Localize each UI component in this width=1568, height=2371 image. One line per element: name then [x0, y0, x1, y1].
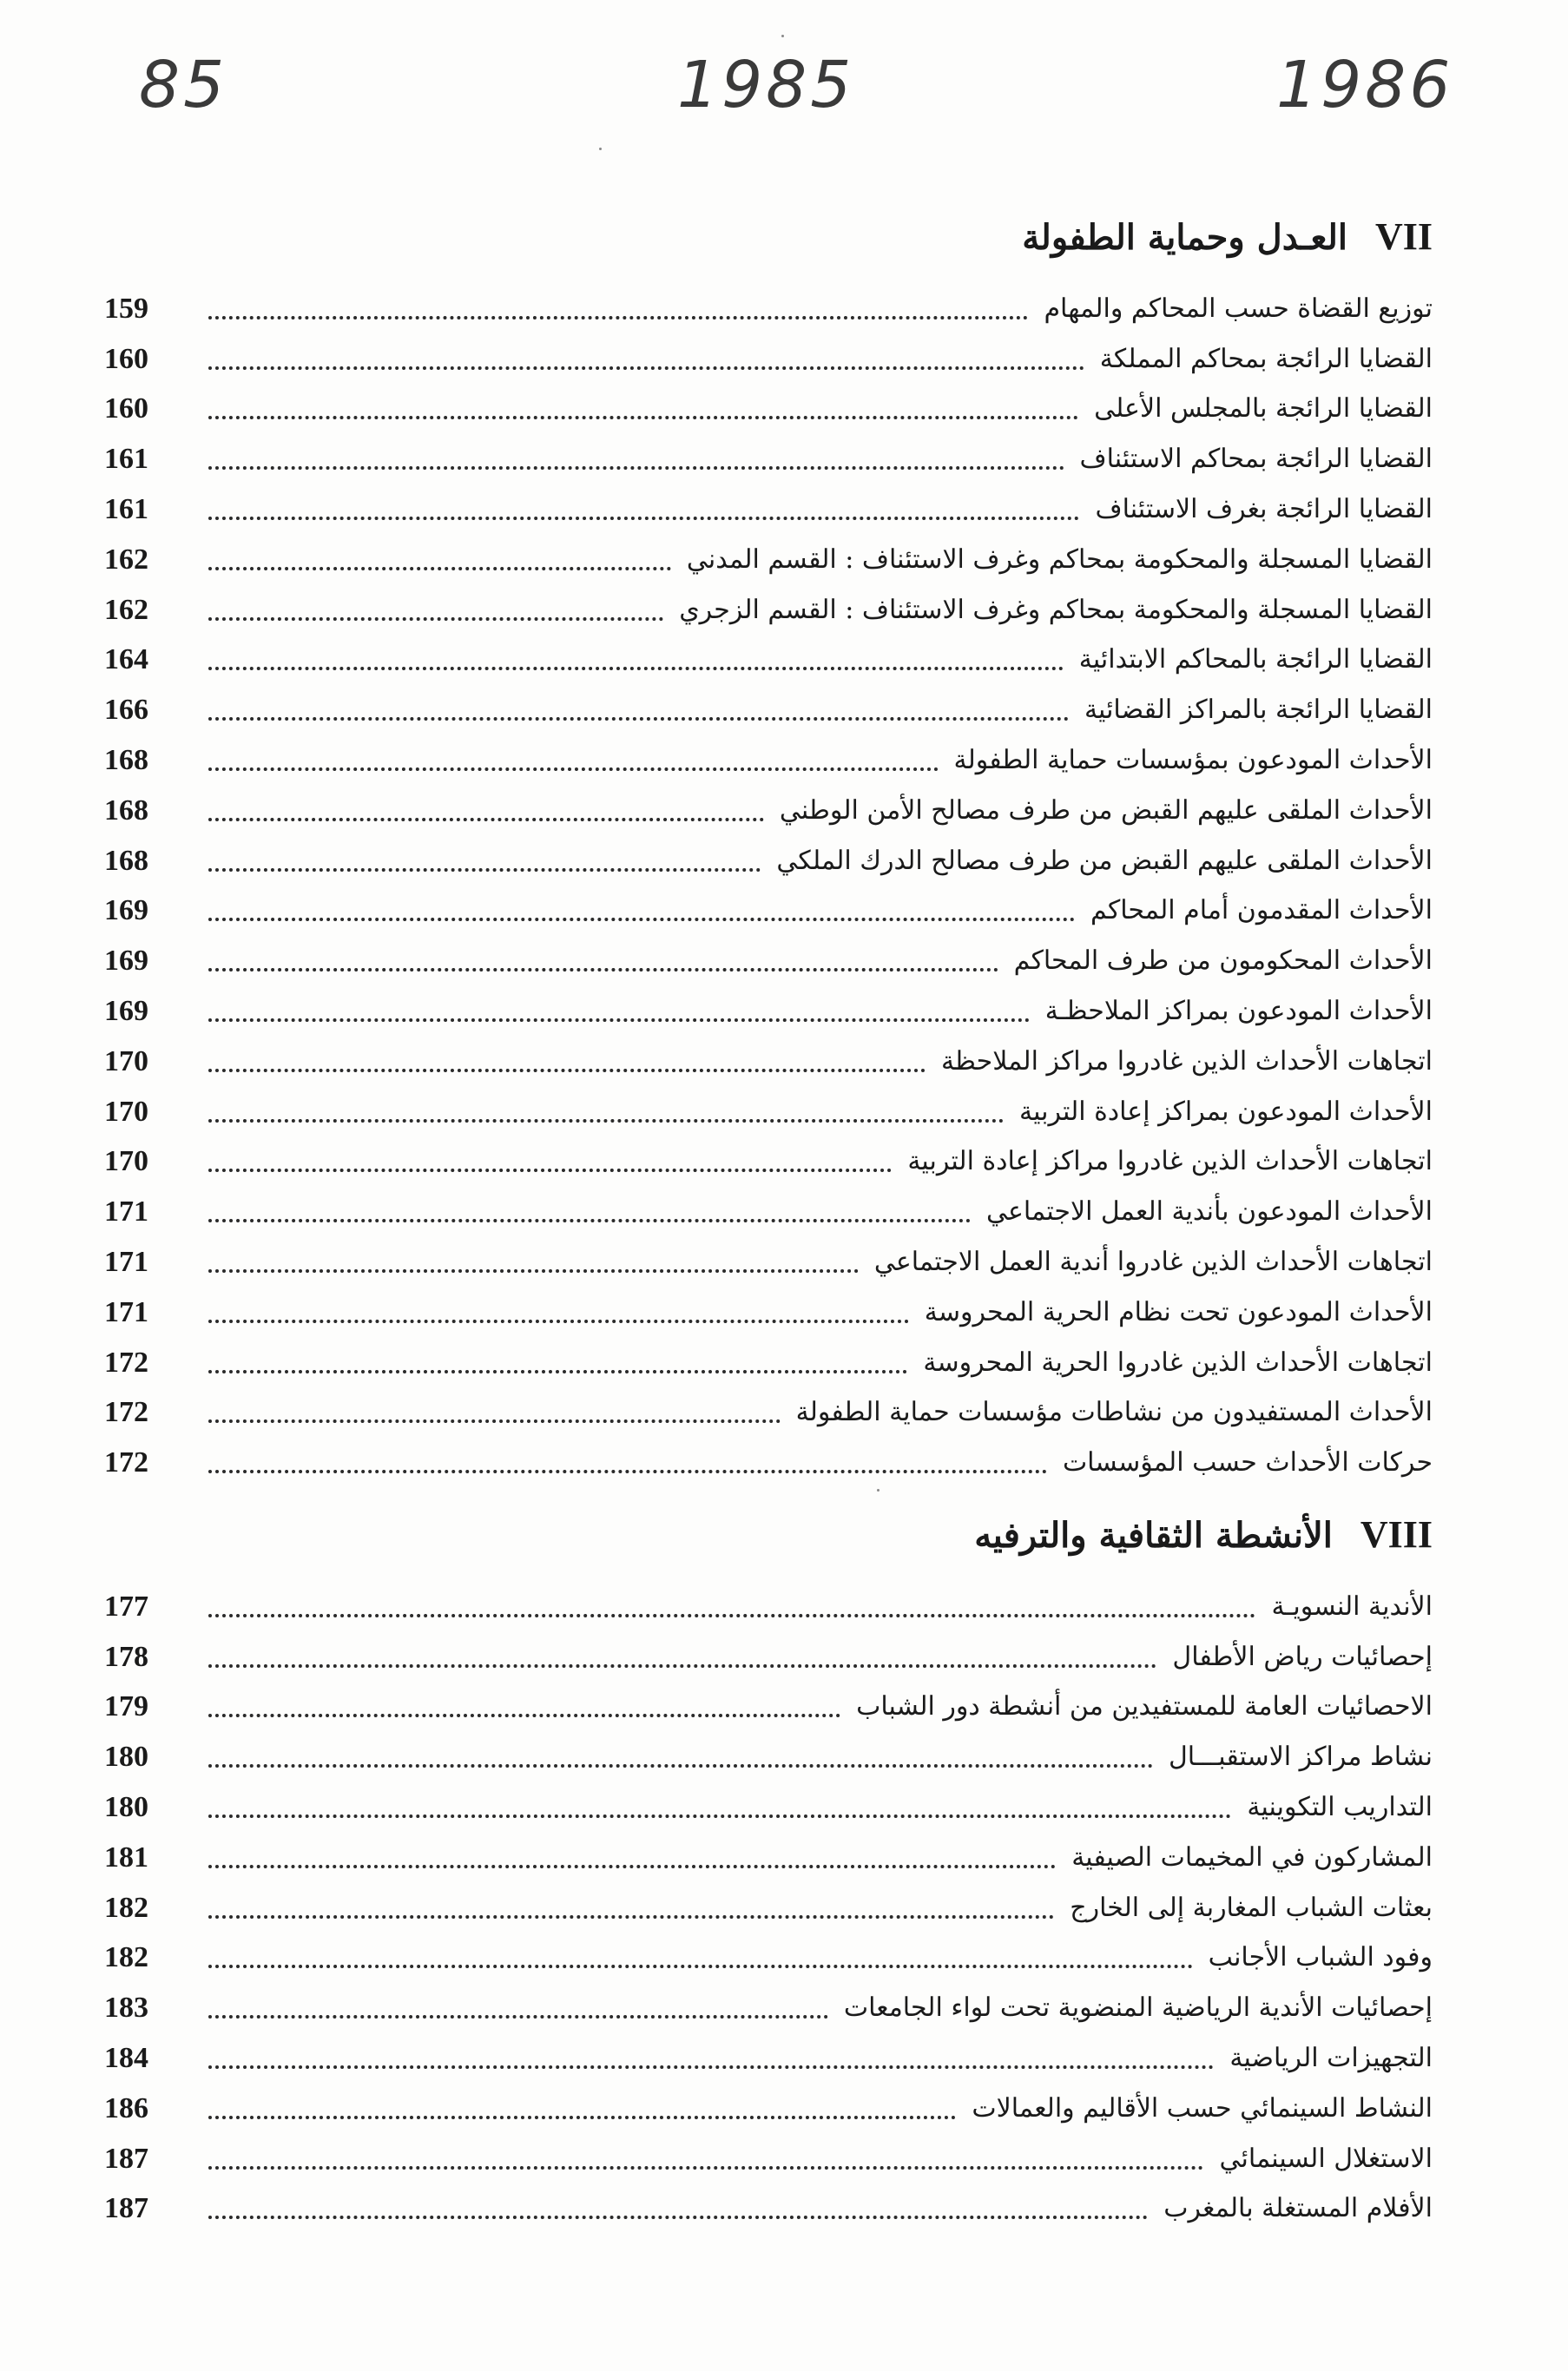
toc-page-number: 183	[104, 1992, 148, 2025]
section-number: VII	[1374, 215, 1433, 258]
toc-entry	[104, 1927, 1433, 1978]
toc-dot-leader	[208, 567, 671, 570]
toc-dot-leader	[208, 1865, 1056, 1868]
toc-page-number: 171	[104, 1245, 148, 1278]
toc-entry-title: بعثات الشباب المغاربة إلى الخارج	[1070, 1892, 1433, 1923]
section-header	[104, 208, 1433, 266]
toc-entry	[104, 1231, 1433, 1281]
toc-dot-leader	[208, 2166, 1203, 2170]
toc-entry	[104, 629, 1433, 680]
toc-entry	[104, 980, 1433, 1031]
toc-entry-title: القضايا الرائجة بالمحاكم الابتدائية	[1078, 644, 1433, 675]
section-header	[104, 1506, 1433, 1564]
toc-entry	[104, 1181, 1433, 1231]
toc-entry-title: الأندية النسويـة	[1271, 1591, 1433, 1622]
section-title: العـدل وحماية الطفولة	[1022, 217, 1348, 258]
toc-page-number: 170	[104, 1044, 148, 1077]
scan-speck	[781, 35, 784, 37]
toc-page-number: 186	[104, 2091, 148, 2124]
toc-entry-title: إحصائيات الأندية الرياضية المنضوية تحت لواء الجامعات	[843, 1992, 1433, 2024]
toc-page-number: 180	[104, 1741, 148, 1774]
toc-dot-leader	[208, 717, 1069, 721]
toc-entry	[104, 1776, 1433, 1827]
toc-entry	[104, 1626, 1433, 1676]
toc-entry	[104, 1382, 1433, 1432]
toc-entry-title: الأحداث المودعون بمراكز الملاحظـة	[1044, 995, 1433, 1026]
toc-page-number: 182	[104, 1891, 148, 1924]
toc-entry-title: القضايا الرائجة بالمجلس الأعلى	[1094, 393, 1433, 425]
toc-dot-leader	[208, 617, 663, 621]
toc-dot-leader	[208, 1965, 1193, 1968]
toc-page-number: 162	[104, 593, 148, 626]
toc-entry	[104, 880, 1433, 931]
toc-entry-title: التداريب التكوينية	[1247, 1791, 1433, 1822]
section-number: VIII	[1360, 1513, 1433, 1556]
toc-page-number: 161	[104, 443, 148, 476]
toc-page-number: 168	[104, 743, 148, 776]
toc-entry-title: النشاط السينمائي حسب الأقاليم والعمالات	[972, 2092, 1433, 2124]
section-justice	[104, 208, 1433, 1482]
toc-page-number: 162	[104, 543, 148, 576]
toc-entry-title: القضايا الرائجة بغرف الاستئناف	[1095, 493, 1433, 524]
toc-dot-leader	[208, 1814, 1231, 1818]
toc-page-number: 164	[104, 643, 148, 676]
toc-entry	[104, 1281, 1433, 1332]
toc-entry-title: الأحداث المقدمون أمام المحاكم	[1090, 895, 1433, 926]
handwritten-note-right: 1986	[1276, 48, 1454, 122]
toc-dot-leader	[208, 1664, 1156, 1668]
toc-entry	[104, 830, 1433, 880]
toc-entry	[104, 2128, 1433, 2178]
toc-dot-leader	[208, 1018, 1030, 1022]
toc-dot-leader	[208, 366, 1084, 370]
handwritten-note-center: 1985	[677, 48, 855, 122]
toc-dot-leader	[208, 1764, 1153, 1768]
toc-page-number: 178	[104, 1640, 148, 1673]
toc-dot-leader	[208, 416, 1078, 419]
toc-dot-leader	[208, 466, 1064, 470]
handwritten-note-left: 85	[139, 48, 228, 122]
toc-page-number: 166	[104, 694, 148, 727]
section-culture	[104, 1506, 1433, 2228]
toc-entry-title: الأحداث المودعون بأندية العمل الاجتماعي	[985, 1196, 1433, 1228]
toc-entry-title: الاستغلال السينمائي	[1219, 2143, 1433, 2174]
toc-entry-title: وفود الشباب الأجانب	[1208, 1942, 1433, 1973]
toc-entry-title: الاحصائيات العامة للمستفيدين من أنشطة دور الشباب	[856, 1691, 1433, 1722]
toc-page-number: 160	[104, 392, 148, 425]
toc-dot-leader	[208, 1419, 781, 1423]
toc-entry	[104, 1827, 1433, 1877]
toc-dot-leader	[208, 1714, 840, 1717]
scan-speck	[877, 1489, 880, 1492]
toc-entry-title: اتجاهات الأحداث الذين غادروا أندية العمل الاجتماعي	[873, 1246, 1433, 1277]
toc-entry-title: الأحداث الملقى عليهم القبض من طرف مصالح الدرك الملكي	[776, 845, 1433, 876]
toc-entry-title: التجهيزات الرياضية	[1229, 2042, 1433, 2073]
toc-dot-leader	[208, 1470, 1047, 1473]
toc-entry	[104, 1576, 1433, 1626]
toc-dot-leader	[208, 2116, 956, 2119]
toc-entry-title: الأحداث الملقى عليهم القبض من طرف مصالح الأمن الوطني	[779, 794, 1433, 826]
toc-entry	[104, 379, 1433, 429]
toc-entry-title: الأحداث المستفيدون من نشاطات مؤسسات حماية الطفولة	[795, 1397, 1433, 1428]
toc-list	[104, 278, 1433, 1482]
toc-dot-leader	[208, 2065, 1214, 2069]
toc-page-number: 187	[104, 2192, 148, 2225]
toc-list	[104, 1576, 1433, 2228]
toc-dot-leader	[208, 818, 764, 821]
toc-entry	[104, 1977, 1433, 2027]
toc-dot-leader	[208, 667, 1064, 670]
section-title: الأنشطة الثقافية والترفيه	[974, 1515, 1333, 1556]
toc-entry	[104, 2178, 1433, 2229]
toc-entry-title: الأحداث المحكومون من طرف المحاكم	[1013, 945, 1433, 977]
toc-entry	[104, 1031, 1433, 1081]
toc-dot-leader	[208, 1119, 1004, 1123]
toc-entry-title: اتجاهات الأحداث الذين غادروا مراكز الملاحظة	[940, 1045, 1433, 1077]
toc-dot-leader	[208, 1069, 926, 1072]
toc-dot-leader	[208, 2015, 828, 2019]
toc-dot-leader	[208, 1219, 971, 1222]
toc-page-number: 169	[104, 994, 148, 1027]
toc-entry	[104, 729, 1433, 780]
toc-entry	[104, 679, 1433, 729]
toc-page-number: 184	[104, 2041, 148, 2074]
toc-entry-title: القضايا المسجلة والمحكومة بمحاكم وغرف الاستئناف : القسم الزجري	[679, 594, 1433, 625]
toc-entry-title: حركات الأحداث حسب المؤسسات	[1062, 1447, 1433, 1479]
toc-page-number: 177	[104, 1590, 148, 1623]
toc-page-number: 187	[104, 2142, 148, 2175]
toc-page-number: 168	[104, 844, 148, 877]
toc-entry-title: المشاركون في المخيمات الصيفية	[1071, 1841, 1433, 1873]
toc-entry	[104, 1726, 1433, 1776]
toc-page-number: 168	[104, 794, 148, 827]
toc-page-number: 171	[104, 1195, 148, 1228]
toc-entry	[104, 780, 1433, 830]
toc-entry-title: الأفلام المستغلة بالمغرب	[1163, 2193, 1433, 2224]
toc-entry-title: إحصائيات رياض الأطفال	[1172, 1641, 1433, 1672]
toc-entry	[104, 529, 1433, 579]
toc-entry	[104, 930, 1433, 980]
toc-dot-leader	[208, 1614, 1255, 1617]
toc-entry-title: الأحداث المودعون تحت نظام الحرية المحروسة	[924, 1296, 1433, 1327]
toc-entry	[104, 1081, 1433, 1131]
toc-entry	[104, 2027, 1433, 2078]
toc-entry	[104, 1131, 1433, 1182]
toc-entry-title: القضايا المسجلة والمحكومة بمحاكم وغرف الاستئناف : القسم المدني	[686, 543, 1433, 575]
toc-page-number: 160	[104, 342, 148, 375]
toc-page-number: 180	[104, 1790, 148, 1823]
toc-entry	[104, 278, 1433, 328]
toc-entry-title: اتجاهات الأحداث الذين غادروا الحرية المحروسة	[923, 1347, 1433, 1378]
toc-dot-leader	[208, 767, 939, 771]
toc-page-number: 170	[104, 1145, 148, 1178]
scan-speck	[599, 148, 602, 150]
toc-page-number: 182	[104, 1941, 148, 1974]
toc-page-number: 169	[104, 945, 148, 978]
toc-page-number: 179	[104, 1690, 148, 1723]
toc-page-number: 161	[104, 492, 148, 525]
toc-entry-title: نشاط مراكز الاستقبـــال	[1168, 1742, 1433, 1773]
toc-entry-title: القضايا الرائجة بمحاكم الاستئناف	[1079, 444, 1433, 475]
toc-page-number: 172	[104, 1346, 148, 1379]
toc-entry	[104, 2078, 1433, 2128]
toc-entry-title: اتجاهات الأحداث الذين غادروا مراكز إعادة التربية	[907, 1146, 1433, 1177]
toc-entry	[104, 1332, 1433, 1382]
toc-entry	[104, 1676, 1433, 1727]
toc-dot-leader	[208, 1915, 1054, 1919]
toc-entry-title: الأحداث المودعون بمراكز إعادة التربية	[1018, 1096, 1433, 1127]
toc-dot-leader	[208, 517, 1079, 520]
toc-dot-leader	[208, 918, 1075, 921]
toc-dot-leader	[208, 1169, 892, 1172]
toc-entry	[104, 579, 1433, 629]
toc-page-number: 172	[104, 1446, 148, 1479]
toc-entry-title: الأحداث المودعون بمؤسسات حماية الطفولة	[953, 744, 1433, 775]
toc-dot-leader	[208, 1370, 907, 1373]
toc-entry	[104, 428, 1433, 478]
toc-page-number: 181	[104, 1841, 148, 1874]
toc-dot-leader	[208, 968, 998, 971]
toc-page-number: 170	[104, 1095, 148, 1128]
toc-page-number: 159	[104, 292, 148, 325]
toc-dot-leader	[208, 868, 761, 872]
toc-entry	[104, 478, 1433, 529]
toc-dot-leader	[208, 1320, 909, 1323]
toc-page-number: 171	[104, 1295, 148, 1328]
toc-entry	[104, 328, 1433, 379]
toc-dot-leader	[208, 316, 1028, 319]
toc-entry	[104, 1877, 1433, 1927]
toc-entry-title: القضايا الرائجة بالمراكز القضائية	[1084, 695, 1433, 726]
toc-dot-leader	[208, 2216, 1148, 2219]
toc-page-number: 172	[104, 1396, 148, 1429]
toc-entry-title: توزيع القضاة حسب المحاكم والمهام	[1044, 293, 1433, 324]
toc-dot-leader	[208, 1269, 859, 1273]
toc-entry-title: القضايا الرائجة بمحاكم المملكة	[1099, 343, 1433, 374]
toc-page-number: 169	[104, 894, 148, 927]
toc-entry	[104, 1432, 1433, 1482]
